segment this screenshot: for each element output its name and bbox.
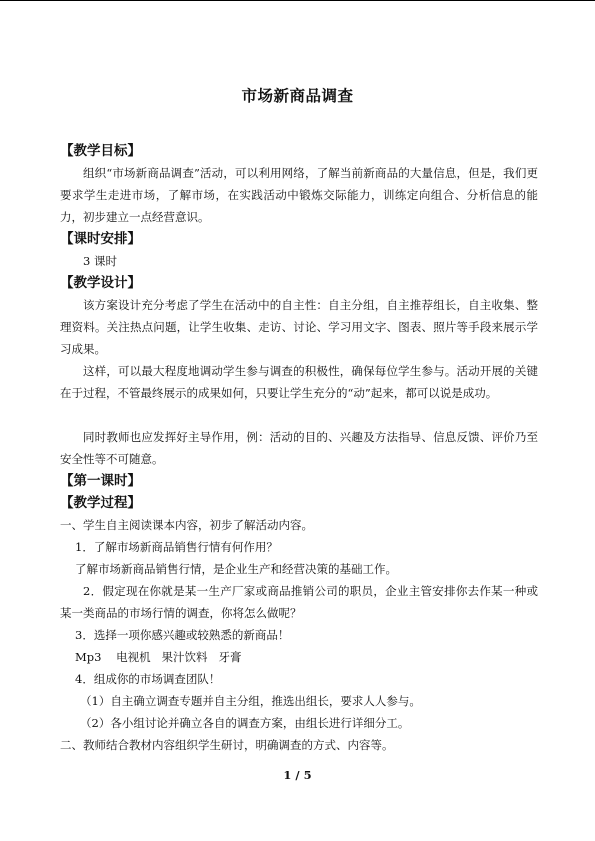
- sub-item-2: （2）各小组讨论并确立各自的调查方案，由组长进行详细分工。: [80, 716, 410, 730]
- schedule-text: 3 课时: [83, 254, 117, 268]
- design-paragraph-2: 这样，可以最大程度地调动学生参与调查的积极性，确保每位学生参与。活动开展的关键在于过程，不管最终展示的成果如何，只要让学生充分的“动”起来，都可以说是成功。: [60, 364, 538, 400]
- lesson1-heading: 【第一课时】: [60, 473, 141, 489]
- process-step-1: 一、学生自主阅读课本内容，初步了解活动内容。: [60, 518, 313, 532]
- schedule-heading: 【课时安排】: [60, 231, 141, 247]
- question-4: 4．组成你的市场调查团队！: [75, 672, 221, 686]
- design-heading: 【教学设计】: [60, 275, 141, 291]
- question-1: 1．了解市场新商品销售行情有何作用？: [75, 540, 278, 554]
- design-paragraph-3: 同时教师也应发挥好主导作用，例：活动的目的、兴趣及方法指导、信息反馈、评价乃至安全性等不可随意。: [60, 430, 538, 466]
- document-body: [60, 140, 538, 756]
- sub-item-1: （1）自主确立调查专题并自主分组，推选出组长，要求人人参与。: [80, 694, 421, 708]
- objectives-heading: 【教学目标】: [60, 143, 141, 159]
- question-3: 3．选择一项你感兴趣或较熟悉的新商品！: [75, 628, 290, 642]
- document-title: 市场新商品调查: [241, 86, 354, 105]
- answer-1: 了解市场新商品销售行情，是企业生产和经营决策的基础工作。: [75, 562, 397, 576]
- question-2: 2．假定现在你就是某一生产厂家或商品推销公司的职员，企业主管安排你去作某一种或某一类商品的市场行情的调查，你将怎么做呢？: [60, 584, 538, 620]
- page-indicator: 1 / 5: [283, 768, 312, 782]
- process-step-2: 二、教师结合教材内容组织学生研讨，明确调查的方式、内容等。: [60, 738, 394, 752]
- product-options: Mp3 电视机 果汁饮料 牙膏: [75, 650, 242, 664]
- process-heading: 【教学过程】: [60, 495, 141, 511]
- design-paragraph-1: 该方案设计充分考虑了学生在活动中的自主性：自主分组，自主推荐组长，自主收集、整理资料。关注热点问题，让学生收集、走访、讨论、学习用文字、图表、照片等手段来展示学习成果。: [60, 298, 538, 356]
- objectives-text: 组织“市场新商品调查”活动，可以利用网络，了解当前新商品的大量信息，但是，我们更要求学生走进市场，了解市场，在实践活动中锻炼交际能力，训练定向组合、分析信息的能力，初步建立一点经营意识。: [60, 166, 538, 224]
